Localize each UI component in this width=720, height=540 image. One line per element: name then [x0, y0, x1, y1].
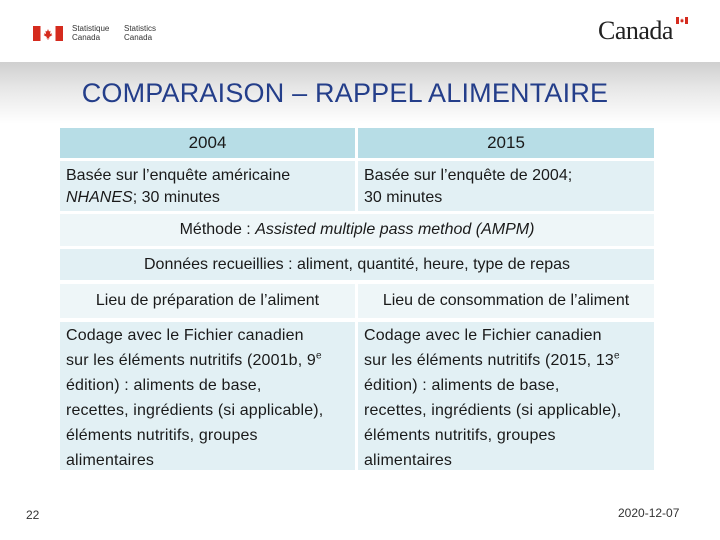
slide-date: 2020-12-07	[618, 506, 680, 520]
coding-2015-line1: Codage avec le Fichier canadien	[364, 327, 602, 344]
survey-2004-prefix: Basée sur l’enquête américaine	[66, 167, 291, 184]
coding-2015-line6: alimentaires	[364, 452, 453, 469]
survey-2004-suffix: ; 30 minutes	[132, 189, 220, 206]
coding-2015-sup: e	[613, 350, 620, 362]
coding-2015-line2	[364, 348, 648, 373]
table-header-2015: 2015	[358, 128, 654, 158]
cell-place-consumption: Lieu de consommation de l’aliment	[358, 284, 654, 318]
slide-title: COMPARAISON – RAPPEL ALIMENTAIRE	[81, 78, 609, 108]
method-prefix: Méthode :	[179, 221, 256, 238]
agency-name-fr	[72, 24, 109, 42]
survey-2015-line2: 30 minutes	[364, 189, 443, 206]
agency-name-en	[124, 24, 156, 42]
coding-2004-line5: éléments nutritifs, groupes	[66, 427, 258, 444]
page-number: 22	[26, 508, 40, 522]
canada-wordmark: Canada	[598, 16, 673, 45]
agency-fr-line2: Canada	[72, 33, 101, 42]
cell-data-collected: Données recueillies : aliment, quantité, heure, type de repas	[60, 249, 654, 280]
coding-2015-line4: recettes, ingrédients (si applicable),	[364, 402, 622, 419]
cell-survey-2004	[60, 161, 355, 211]
coding-2004-line4: recettes, ingrédients (si applicable),	[66, 402, 324, 419]
coding-2004-sup: e	[315, 350, 322, 362]
coding-2004-line3: édition) : aliments de base,	[66, 377, 262, 394]
cell-method	[60, 214, 654, 246]
coding-2015-line3: édition) : aliments de base,	[364, 377, 560, 394]
cell-place-preparation: Lieu de préparation de l’aliment	[60, 284, 355, 318]
method-italic: Assisted multiple pass method (AMPM)	[255, 221, 535, 238]
coding-2004-line2	[66, 348, 349, 373]
coding-2015-line5: éléments nutritifs, groupes	[364, 427, 556, 444]
table-header-2004: 2004	[60, 128, 355, 158]
agency-fr-line1: Statistique	[72, 24, 110, 33]
coding-2004-line1: Codage avec le Fichier canadien	[66, 327, 304, 344]
coding-2004-line6: alimentaires	[66, 452, 155, 469]
canada-flag-icon	[33, 26, 63, 41]
agency-en-line1: Statistics	[124, 24, 157, 33]
survey-2004-italic: NHANES	[66, 189, 133, 206]
wordmark-flag-icon	[676, 17, 688, 24]
cell-survey-2015	[358, 161, 654, 211]
cell-coding-2004	[60, 322, 355, 470]
coding-2004-line2-text: sur les éléments nutritifs (2001b, 9	[66, 352, 316, 369]
coding-2015-line2-text: sur les éléments nutritifs (2015, 13	[364, 352, 614, 369]
agency-en-line2: Canada	[124, 33, 153, 42]
survey-2015-line1: Basée sur l’enquête de 2004;	[364, 167, 573, 184]
cell-coding-2015	[358, 322, 654, 470]
